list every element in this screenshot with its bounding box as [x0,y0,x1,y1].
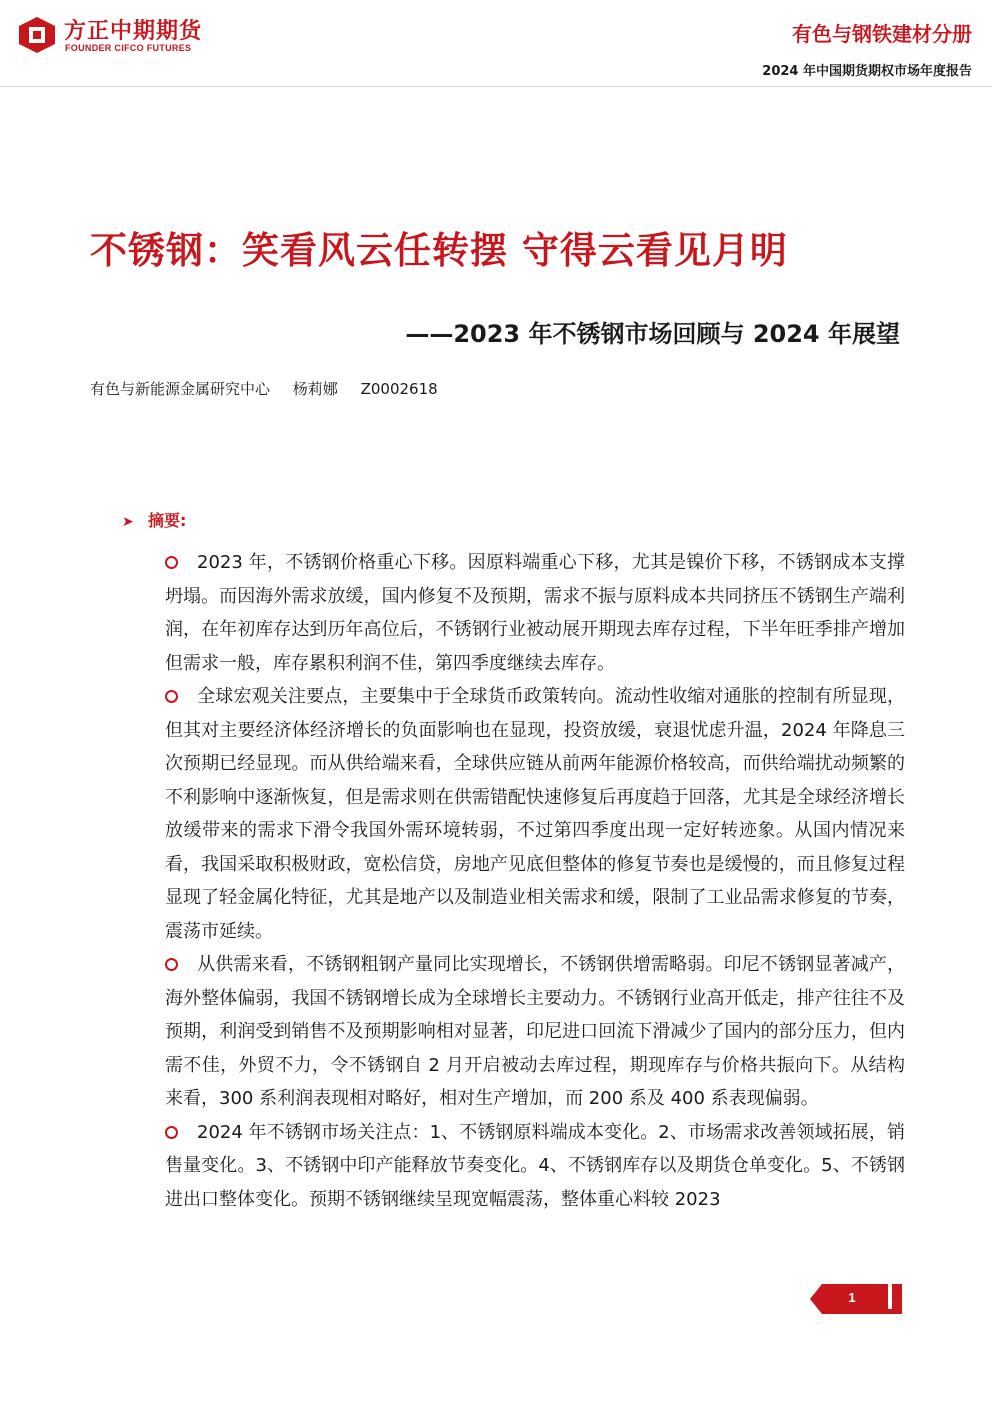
author-name: 杨莉娜 [292,380,338,398]
page-subtitle: ——2023 年不锈钢市场回顾与 2024 年展望 [405,320,900,348]
abstract-item [165,680,905,948]
abstract-item-text: 2023 年，不锈钢价格重心下移。因原料端重心下移，尤其是镍价下移，不锈钢成本支撑坍塌。而因海外需求放缓，国内修复不及预期，需求不振与原料成本共同挤压不锈钢生产端利润，在年初库存达到历年高位后，不锈钢行业被动展开期现去库存过程，下半年旺季排产增加但需求一般，库存累积利润不佳，第四季度继续去库存。 [165,552,905,674]
section-title: 有色与钢铁建材分册 [792,22,972,46]
abstract-list [165,546,905,1216]
logo-text-cn: 方正中期期货 [64,19,203,44]
abstract-item-text: 2024 年不锈钢市场关注点：1、不锈钢原料端成本变化。2、市场需求改善领域拓展，销售量变化。3、不锈钢中印产能释放节奏变化。4、不锈钢库存以及期货仓单变化。5、不锈钢进出口整体变化。预期不锈钢继续呈现宽幅震荡，整体重心料较 2023 [165,1121,905,1210]
abstract-item-text: 从供需来看，不锈钢粗钢产量同比实现增长，不锈钢供增需略弱。印尼不锈钢显著减产，海外整体偏弱，我国不锈钢增长成为全球增长主要动力。不锈钢行业高开低走，排产往往不及预期，利润受到销售不及预期影响相对显著，印尼进口回流下滑减少了国内的部分压力，但内需不佳，外贸不力，令不锈钢自 2 月开启被动去库过程，期现库存与价格共振向下。从结构来看，300 系利润表现相对略好，相对生产增加，而 200 系及 400 系表现偏弱。 [165,954,905,1109]
abstract-heading-label: 摘要: [148,511,187,530]
arrow-bullet-icon: ➤ [122,514,134,530]
abstract-item-text: 全球宏观关注要点，主要集中于全球货币政策转向。流动性收缩对通胀的控制有所显现，但其对主要经济体经济增长的负面影响也在显现，投资放缓，衰退忧虑升温，2024 年降息三次预期已经显现。而从供给端来看，全球供应链从前两年能源价格较高，而供给端扰动频繁的不利影响中逐渐恢复，但是需求则在供需错配快速修复后再度趋于回落，尤其是全球经济增长放缓带来的需求下滑令我国外需环境转弱，不过第四季度出现一定好转迹象。从国内情况来看，我国采取积极财政，宽松信贷，房地产见底但整体的修复节奏也是缓慢的，而且修复过程显现了轻金属化特征，尤其是地产以及制造业相关需求和缓，限制了工业品需求修复的节奏，震荡市延续。 [165,686,905,942]
page-number-badge [808,1282,902,1316]
abstract-item [165,546,905,680]
header-divider [0,86,992,87]
abstract-heading [122,508,186,531]
abstract-item [165,1116,905,1217]
circle-bullet-icon [165,690,178,703]
report-title: 2024 年中国期货期权市场年度报告 [762,64,972,79]
circle-bullet-icon [165,556,178,569]
author-dept: 有色与新能源金属研究中心 [90,380,271,398]
logo-mark-icon [18,16,56,54]
page-title: 不锈钢：笑看风云任转摆 守得云看见月明 [90,229,788,272]
circle-bullet-icon [165,958,178,971]
author-line [90,378,456,399]
logo-text-en: FOUNDER CIFCO FUTURES [65,43,192,53]
company-logo [18,14,218,56]
abstract-item [165,948,905,1116]
page-number: 1 [848,1290,856,1305]
author-id: Z0002618 [360,380,438,398]
circle-bullet-icon [165,1126,178,1139]
